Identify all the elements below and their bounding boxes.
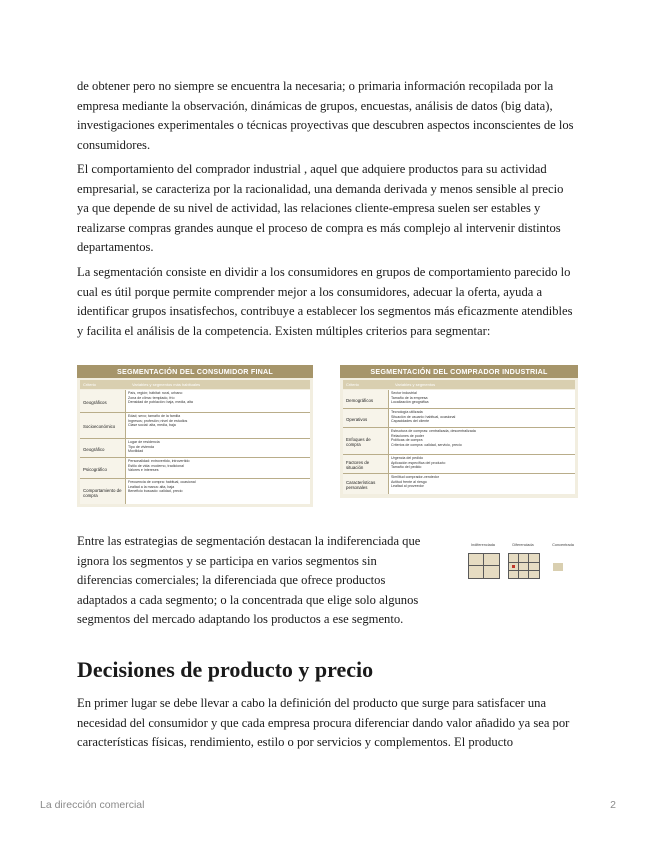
table-row (343, 390, 575, 409)
paragraph-sources: de obtener pero no siempre se encuentra la necesaria; o primaria información recopilada por la empresa mediante la observación, dinámicas de grupos, encuestas, análisis de datos (big data), investigaciones experimentales o técnicas proyectivas que descubren aspectos inconscientes de los consumidores. (77, 79, 574, 152)
row-criterion: Psicográfico (80, 458, 126, 478)
row-detail: Urgencia del pedido Aplicación específica del producto Tamaño del pedido (391, 456, 446, 470)
undifferentiated-grid (468, 553, 500, 579)
table-row (80, 458, 310, 479)
table-row (343, 428, 575, 455)
row-detail: Frecuencia de compra: habitual, ocasional Lealtad a la marca: alta, baja Beneficio buscado: calidad, precio (128, 480, 196, 494)
paragraph-product: En primer lugar se debe llevar a cabo la definición del producto que surge para satisfacer una necesidad del consumidor y que cada empresa procura diferenciar dando valor añadido ya sea por características físicas, rendimiento, estilo o por servicios y complementos. El producto (77, 696, 570, 750)
paragraph-industrial-buyer: El comportamiento del comprador industrial , aquel que adquiere productos para su actividad empresarial, se caracteriza por la racionalidad, una demanda derivada y menos sensible al precio ya que depende de su nivel de actividad, las relaciones cliente-empresa suelen ser estables y realizarse compras grandes aunque el proceso de compra es más complejo al intervenir distintos departamentos. (77, 162, 564, 255)
table-row (80, 413, 310, 439)
row-criterion: Factores de situación (343, 455, 389, 473)
row-detail: Similitud comprador-vendedor Actitud frente al riesgo Lealtad al proveedor (391, 475, 439, 489)
industrial-table-header (343, 380, 575, 389)
row-criterion: Enfoques de compra (343, 428, 389, 454)
segmentation-strategies-diagram (468, 543, 578, 579)
table-row (343, 474, 575, 494)
row-detail: Edad; sexo; tamaño de la familia Ingresos; profesión; nivel de estudios Clase social: alta, media, baja (128, 414, 188, 428)
differentiated-grid (508, 553, 540, 579)
row-detail: Lugar de residencia Tipo de vivienda Movilidad (128, 440, 160, 454)
consumer-table-rows (80, 390, 310, 504)
page-number: 2 (610, 799, 616, 811)
table-row (80, 390, 310, 413)
strategy-undifferentiated (468, 543, 498, 552)
section-heading: Decisiones de producto y precio (77, 657, 374, 682)
industrial-table-title: SEGMENTACIÓN DEL COMPRADOR INDUSTRIAL (340, 365, 578, 378)
row-detail: País, región; hábitat: rural, urbano Zona de clima: templado, frío Densidad de población: baja, media, alta (128, 391, 193, 405)
table-row (80, 479, 310, 504)
row-detail: Personalidad: extrovertido, introvertido Estilo de vida: moderno, tradicional Valores e intereses (128, 459, 190, 473)
row-criterion: Geográfico (80, 439, 126, 457)
row-detail: Sector industrial Tamaño de la empresa Localización geográfica (391, 391, 429, 405)
paragraph-strategies: Entre las estrategias de segmentación destacan la indiferenciada que ignora los segmentos y se participa en varios segmentos sin diferencias comerciales; la diferenciada que ofrece productos adaptados a cada segmento; o la concentrada que elige solo algunos segmentos del mercado adaptando los productos a ese segmento. (77, 534, 421, 627)
consumer-table-title: SEGMENTACIÓN DEL CONSUMIDOR FINAL (77, 365, 313, 378)
row-criterion: Demográficos (343, 390, 389, 408)
strategy-concentrated-label: Concentrada (552, 543, 574, 547)
paragraph-segmentation: La segmentación consiste en dividir a los consumidores en grupos de comportamiento parecido lo cual es útil porque permite comprender mejor a los consumidores, adecuar la oferta, ayuda a identificar grupos insatisfechos, contribuye a establecer los segmentos más eficazmente atendibles y facilita el análisis de la competencia. Existen múltiples criterios para segmentar: (77, 265, 573, 338)
consumer-segmentation-table (77, 365, 313, 507)
table-row (343, 455, 575, 474)
industrial-segmentation-table (340, 365, 578, 498)
footer-title: La dirección comercial (40, 799, 145, 811)
strategy-differentiated-label: Diferenciada (512, 543, 534, 547)
row-criterion: Operativos (343, 409, 389, 427)
row-criterion: Socioeconómico (80, 413, 126, 438)
concentrated-segment (553, 563, 563, 571)
industrial-col-variables: Variables y segmentos (395, 382, 436, 387)
row-criterion: Características personales (343, 474, 389, 494)
row-criterion: Geográficos (80, 390, 126, 412)
table-row (80, 439, 310, 458)
row-detail: Estructura de compras: centralizada, descentralizada Relaciones de poder Políticas de compra Criterios de compra: calidad, servicio, precio (391, 429, 476, 447)
consumer-col-variables: Variables y segmentos más habituales (132, 382, 201, 387)
strategy-undifferentiated-label: Indiferenciada (471, 543, 495, 547)
strategy-concentrated (548, 543, 578, 552)
row-criterion: Comportamiento de compra (80, 479, 126, 504)
row-detail: Tecnología utilizada Situación de usuario: habitual, ocasional Capacidades del cliente (391, 410, 456, 424)
table-row (343, 409, 575, 428)
industrial-col-criterion: Criterio (346, 382, 359, 387)
consumer-col-criterion: Criterio (83, 382, 96, 387)
industrial-table-rows (343, 390, 575, 494)
strategy-differentiated (508, 543, 538, 552)
consumer-table-header (80, 380, 310, 389)
